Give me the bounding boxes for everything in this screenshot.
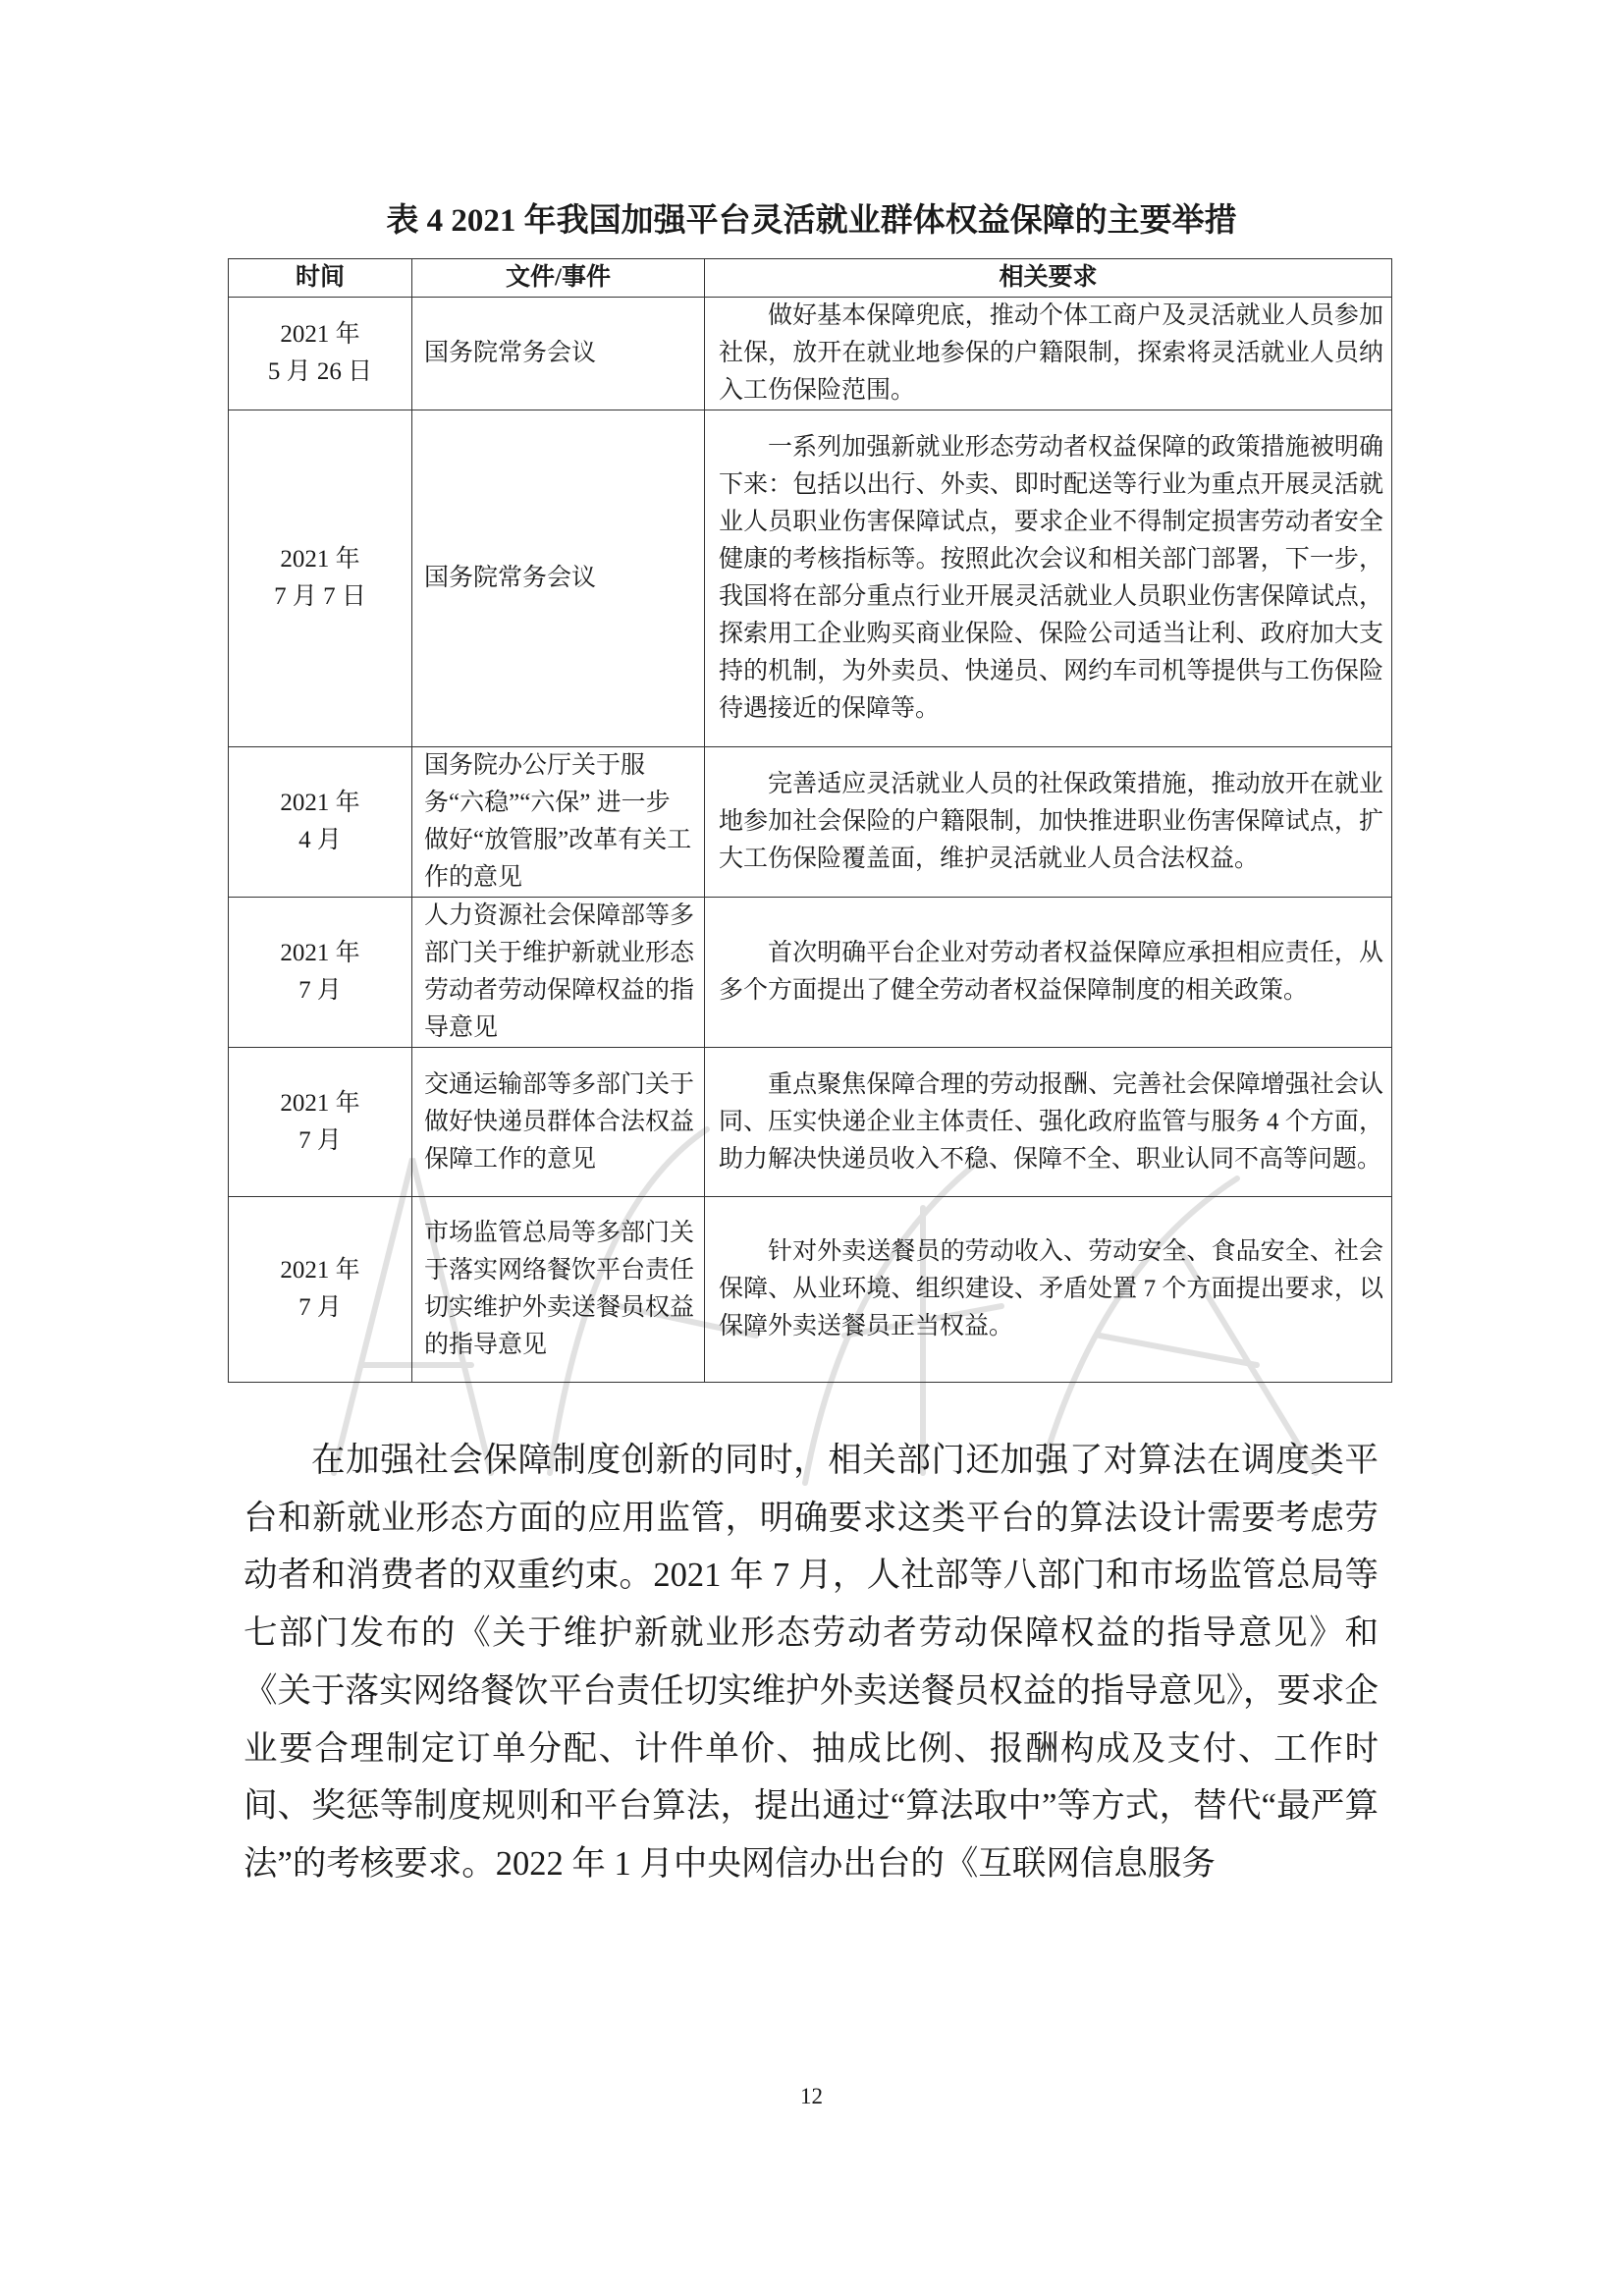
- table-row: [229, 1197, 1392, 1383]
- time-year: 2021 年: [280, 1089, 360, 1117]
- measures-table: [228, 258, 1392, 1383]
- time-cell: [229, 747, 412, 898]
- requirements-cell: 重点聚焦保障合理的劳动报酬、完善社会保障增强社会认同、压实快递企业主体责任、强化政府监管与服务 4 个方面，助力解决快递员收入不稳、保障不全、职业认同不高等问题。: [705, 1048, 1392, 1197]
- requirements-cell: 完善适应灵活就业人员的社保政策措施，推动放开在就业地参加社会保险的户籍限制，加快推进职业伤害保障试点，扩大工伤保险覆盖面，维护灵活就业人员合法权益。: [705, 747, 1392, 898]
- time-year: 2021 年: [280, 546, 360, 573]
- table-row: [229, 410, 1392, 747]
- time-date: 4 月: [298, 827, 342, 853]
- header-document: 文件/事件: [412, 259, 705, 298]
- time-date: 7 月 7 日: [274, 583, 366, 610]
- requirements-cell: 一系列加强新就业形态劳动者权益保障的政策措施被明确下来：包括以出行、外卖、即时配送等行业为重点开展灵活就业人员职业伤害保障试点，要求企业不得制定损害劳动者安全健康的考核指标等。按照此次会议和相关部门部署，下一步，我国将在部分重点行业开展灵活就业人员职业伤害保障试点，探索用工企业购买商业保险、保险公司适当让利、政府加大支持的机制，为外卖员、快递员、网约车司机等提供与工伤保险待遇接近的保障等。: [705, 410, 1392, 747]
- document-cell: 市场监管总局等多部门关于落实网络餐饮平台责任 切实维护外卖送餐员权益的指导意见: [412, 1197, 705, 1383]
- time-date: 7 月: [298, 977, 342, 1004]
- document-cell: 国务院常务会议: [412, 410, 705, 747]
- document-cell: 国务院办公厅关于服务“六稳”“六保” 进一步做好“放管服”改革有关工作的意见: [412, 747, 705, 898]
- time-date: 7 月: [298, 1294, 342, 1321]
- table-header-row: [229, 259, 1392, 298]
- table-row: [229, 747, 1392, 898]
- time-year: 2021 年: [280, 790, 360, 816]
- page-number: 12: [800, 2084, 823, 2108]
- time-cell: [229, 1197, 412, 1383]
- time-year: 2021 年: [280, 321, 360, 348]
- header-requirements: 相关要求: [705, 259, 1392, 298]
- time-cell: [229, 1048, 412, 1197]
- body-paragraph: 在加强社会保障制度创新的同时，相关部门还加强了对算法在调度类平台和新就业形态方面的应用监管，明确要求这类平台的算法设计需要考虑劳动者和消费者的双重约束。2021 年 7 月，人社部等八部门和市场监管总局等七部门发布的《关于维护新就业形态劳动者劳动保障权益的指导意见》和《关于落实网络餐饮平台责任切实维护外卖送餐员权益的指导意见》，要求企业要合理制定订单分配、计件单价、抽成比例、报酬构成及支付、工作时间、奖惩等制度规则和平台算法，提出通过“算法取中”等方式，替代“最严算法”的考核要求。2022 年 1 月中央网信办出台的《互联网信息服务: [243, 1442, 1379, 1883]
- table-row: [229, 898, 1392, 1048]
- document-cell: 交通运输部等多部门关于做好快递员群体合法权益保障工作的意见: [412, 1048, 705, 1197]
- time-date: 5 月 26 日: [267, 358, 373, 385]
- requirements-cell: 针对外卖送餐员的劳动收入、劳动安全、食品安全、社会保障、从业环境、组织建设、矛盾处置 7 个方面提出要求，以保障外卖送餐员正当权益。: [705, 1197, 1392, 1383]
- table-caption: 表 4 2021 年我国加强平台灵活就业群体权益保障的主要举措: [386, 203, 1237, 239]
- table-row: [229, 298, 1392, 410]
- document-cell: 人力资源社会保障部等多部门关于维护新就业形态劳动者劳动保障权益的指导意见: [412, 898, 705, 1048]
- time-year: 2021 年: [280, 940, 360, 966]
- header-time: 时间: [229, 259, 412, 298]
- requirements-cell: 首次明确平台企业对劳动者权益保障应承担相应责任，从多个方面提出了健全劳动者权益保障制度的相关政策。: [705, 898, 1392, 1048]
- table-row: [229, 1048, 1392, 1197]
- time-cell: [229, 410, 412, 747]
- time-year: 2021 年: [280, 1257, 360, 1284]
- requirements-cell: 做好基本保障兜底，推动个体工商户及灵活就业人员参加社保，放开在就业地参保的户籍限制，探索将灵活就业人员纳入工伤保险范围。: [705, 298, 1392, 410]
- time-date: 7 月: [298, 1126, 342, 1154]
- time-cell: [229, 298, 412, 410]
- time-cell: [229, 898, 412, 1048]
- document-cell: 国务院常务会议: [412, 298, 705, 410]
